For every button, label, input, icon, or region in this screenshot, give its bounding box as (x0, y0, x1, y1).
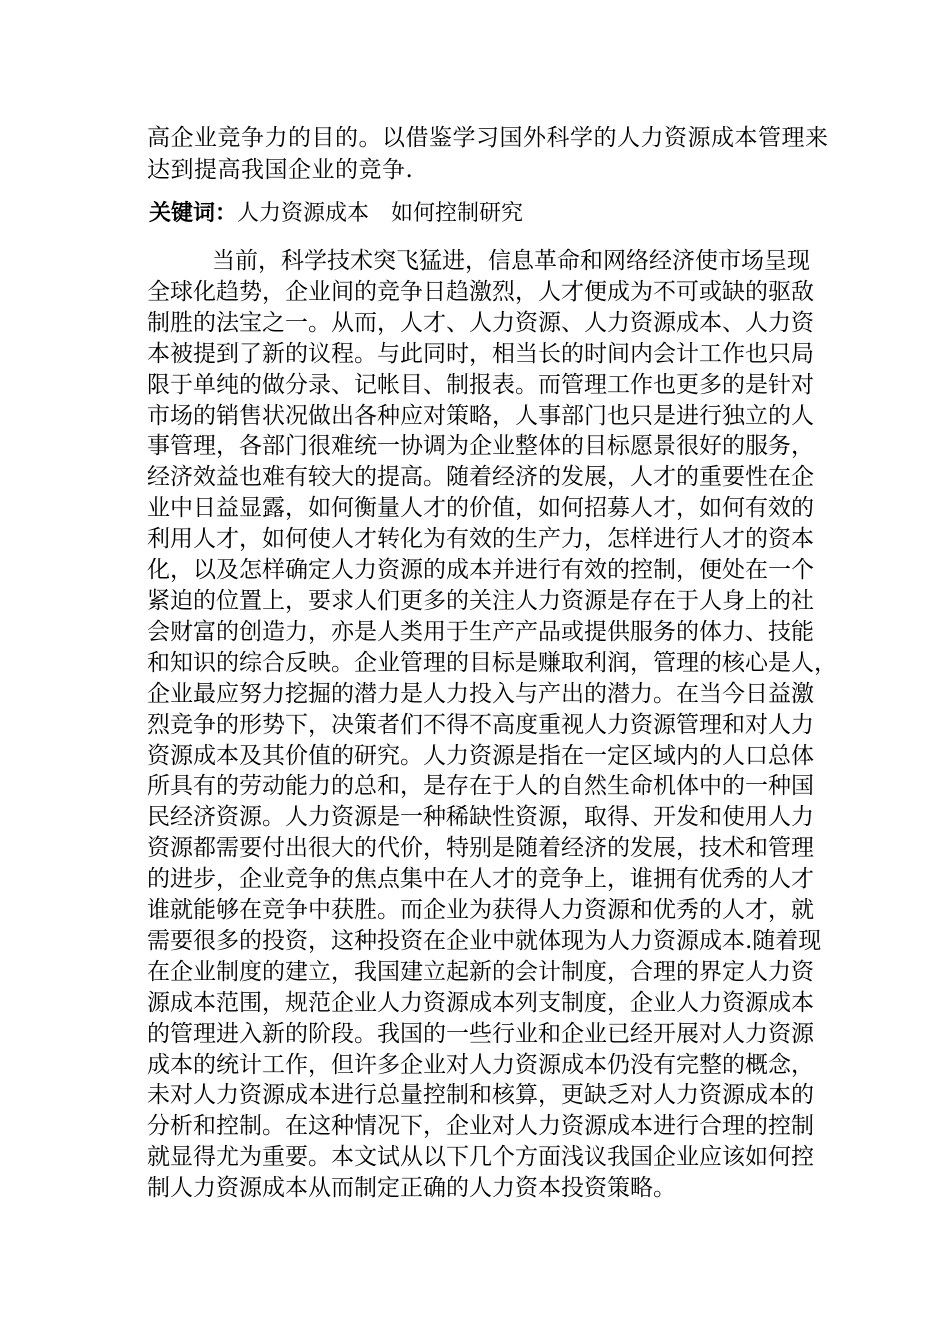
abstract-continuation (147, 122, 829, 186)
keywords-line (149, 198, 809, 229)
paragraph-line: 经济效益也难有较大的提高。随着经济的发展，人才的重要性在企 (147, 464, 814, 491)
keyword-item: 如何控制研究 (391, 201, 524, 226)
paragraph-line: 企业最应努力挖掘的潜力是人力投入与产出的潜力。在当今日益激 (147, 680, 814, 707)
paragraph-line: 烈竞争的形势下，决策者们不得不高度重视人力资源管理和对人力 (147, 711, 814, 738)
paragraph-line: 业中日益显露，如何衡量人才的价值，如何招募人才，如何有效的 (147, 495, 814, 522)
abstract-line: 达到提高我国企业的竞争. (147, 157, 414, 183)
paragraph-line: 成本的统计工作，但许多企业对人力资源成本仍没有完整的概念， (147, 1051, 814, 1078)
paragraph-line: 制胜的法宝之一。从而，人才、人力资源、人力资源成本、人力资 (147, 309, 814, 336)
paragraph-line: 当前，科学技术突飞猛进，信息革命和网络经济使市场呈现 (212, 248, 810, 274)
keyword-item: 人力资源成本 (237, 201, 370, 226)
paragraph-line: 限于单纯的做分录、记帐目、制报表。而管理工作也更多的是针对 (147, 371, 814, 398)
paragraph-line: 在企业制度的建立，我国建立起新的会计制度，合理的界定人力资 (147, 958, 814, 985)
paragraph-line: 的管理进入新的阶段。我国的一些行业和企业已经开展对人力资源 (147, 1020, 814, 1047)
paragraph-line: 化，以及怎样确定人力资源的成本并进行有效的控制，便处在一个 (147, 557, 814, 584)
paragraph-line: 制人力资源成本从而制定正确的人力资本投资策略。 (147, 1175, 676, 1202)
abstract-line: 高企业竞争力的目的。以借鉴学习国外科学的人力资源成本管理来 (147, 125, 829, 151)
paragraph-line: 会财富的创造力，亦是人类用于生产产品或提供服务的体力、技能 (147, 618, 814, 645)
paragraph-line: 本被提到了新的议程。与此同时，相当长的时间内会计工作也只局 (147, 340, 814, 367)
paragraph-line: 所具有的劳动能力的总和，是存在于人的自然生命机体中的一种国 (147, 773, 814, 800)
paragraph-line: 资源都需要付出很大的代价，特别是随着经济的发展，技术和管理 (147, 835, 814, 862)
paragraph-line: 需要很多的投资，这种投资在企业中就体现为人力资源成本.随着现 (147, 927, 822, 954)
paragraph-line: 全球化趋势，企业间的竞争日趋激烈，人才便成为不可或缺的驱敌 (147, 278, 814, 305)
keywords-label: 关键词： (149, 200, 238, 226)
paragraph-line: 未对人力资源成本进行总量控制和核算，更缺乏对人力资源成本的 (147, 1082, 814, 1109)
body-paragraph (147, 246, 837, 1204)
paragraph-line: 市场的销售状况做出各种应对策略，人事部门也只是进行独立的人 (147, 402, 814, 429)
paragraph-line: 民经济资源。人力资源是一种稀缺性资源，取得、开发和使用人力 (147, 804, 814, 831)
paragraph-line: 利用人才，如何使人才转化为有效的生产力，怎样进行人才的资本 (147, 526, 814, 553)
paragraph-line: 和知识的综合反映。企业管理的目标是赚取利润，管理的核心是人， (147, 649, 837, 676)
paragraph-line: 分析和控制。在这种情况下，企业对人力资源成本进行合理的控制 (147, 1113, 814, 1140)
paragraph-line: 紧迫的位置上，要求人们更多的关注人力资源是存在于人身上的社 (147, 587, 814, 614)
paragraph-line: 事管理，各部门很难统一协调为企业整体的目标愿景很好的服务， (147, 433, 814, 460)
paragraph-line: 的进步，企业竞争的焦点集中在人才的竞争上，谁拥有优秀的人才 (147, 866, 814, 893)
paragraph-line: 就显得尤为重要。本文试从以下几个方面浅议我国企业应该如何控 (147, 1144, 814, 1171)
paragraph-line: 资源成本及其价值的研究。人力资源是指在一定区域内的人口总体 (147, 742, 814, 769)
paragraph-line: 源成本范围，规范企业人力资源成本列支制度，企业人力资源成本 (147, 989, 814, 1016)
paragraph-line: 谁就能够在竞争中获胜。而企业为获得人力资源和优秀的人才，就 (147, 897, 814, 924)
